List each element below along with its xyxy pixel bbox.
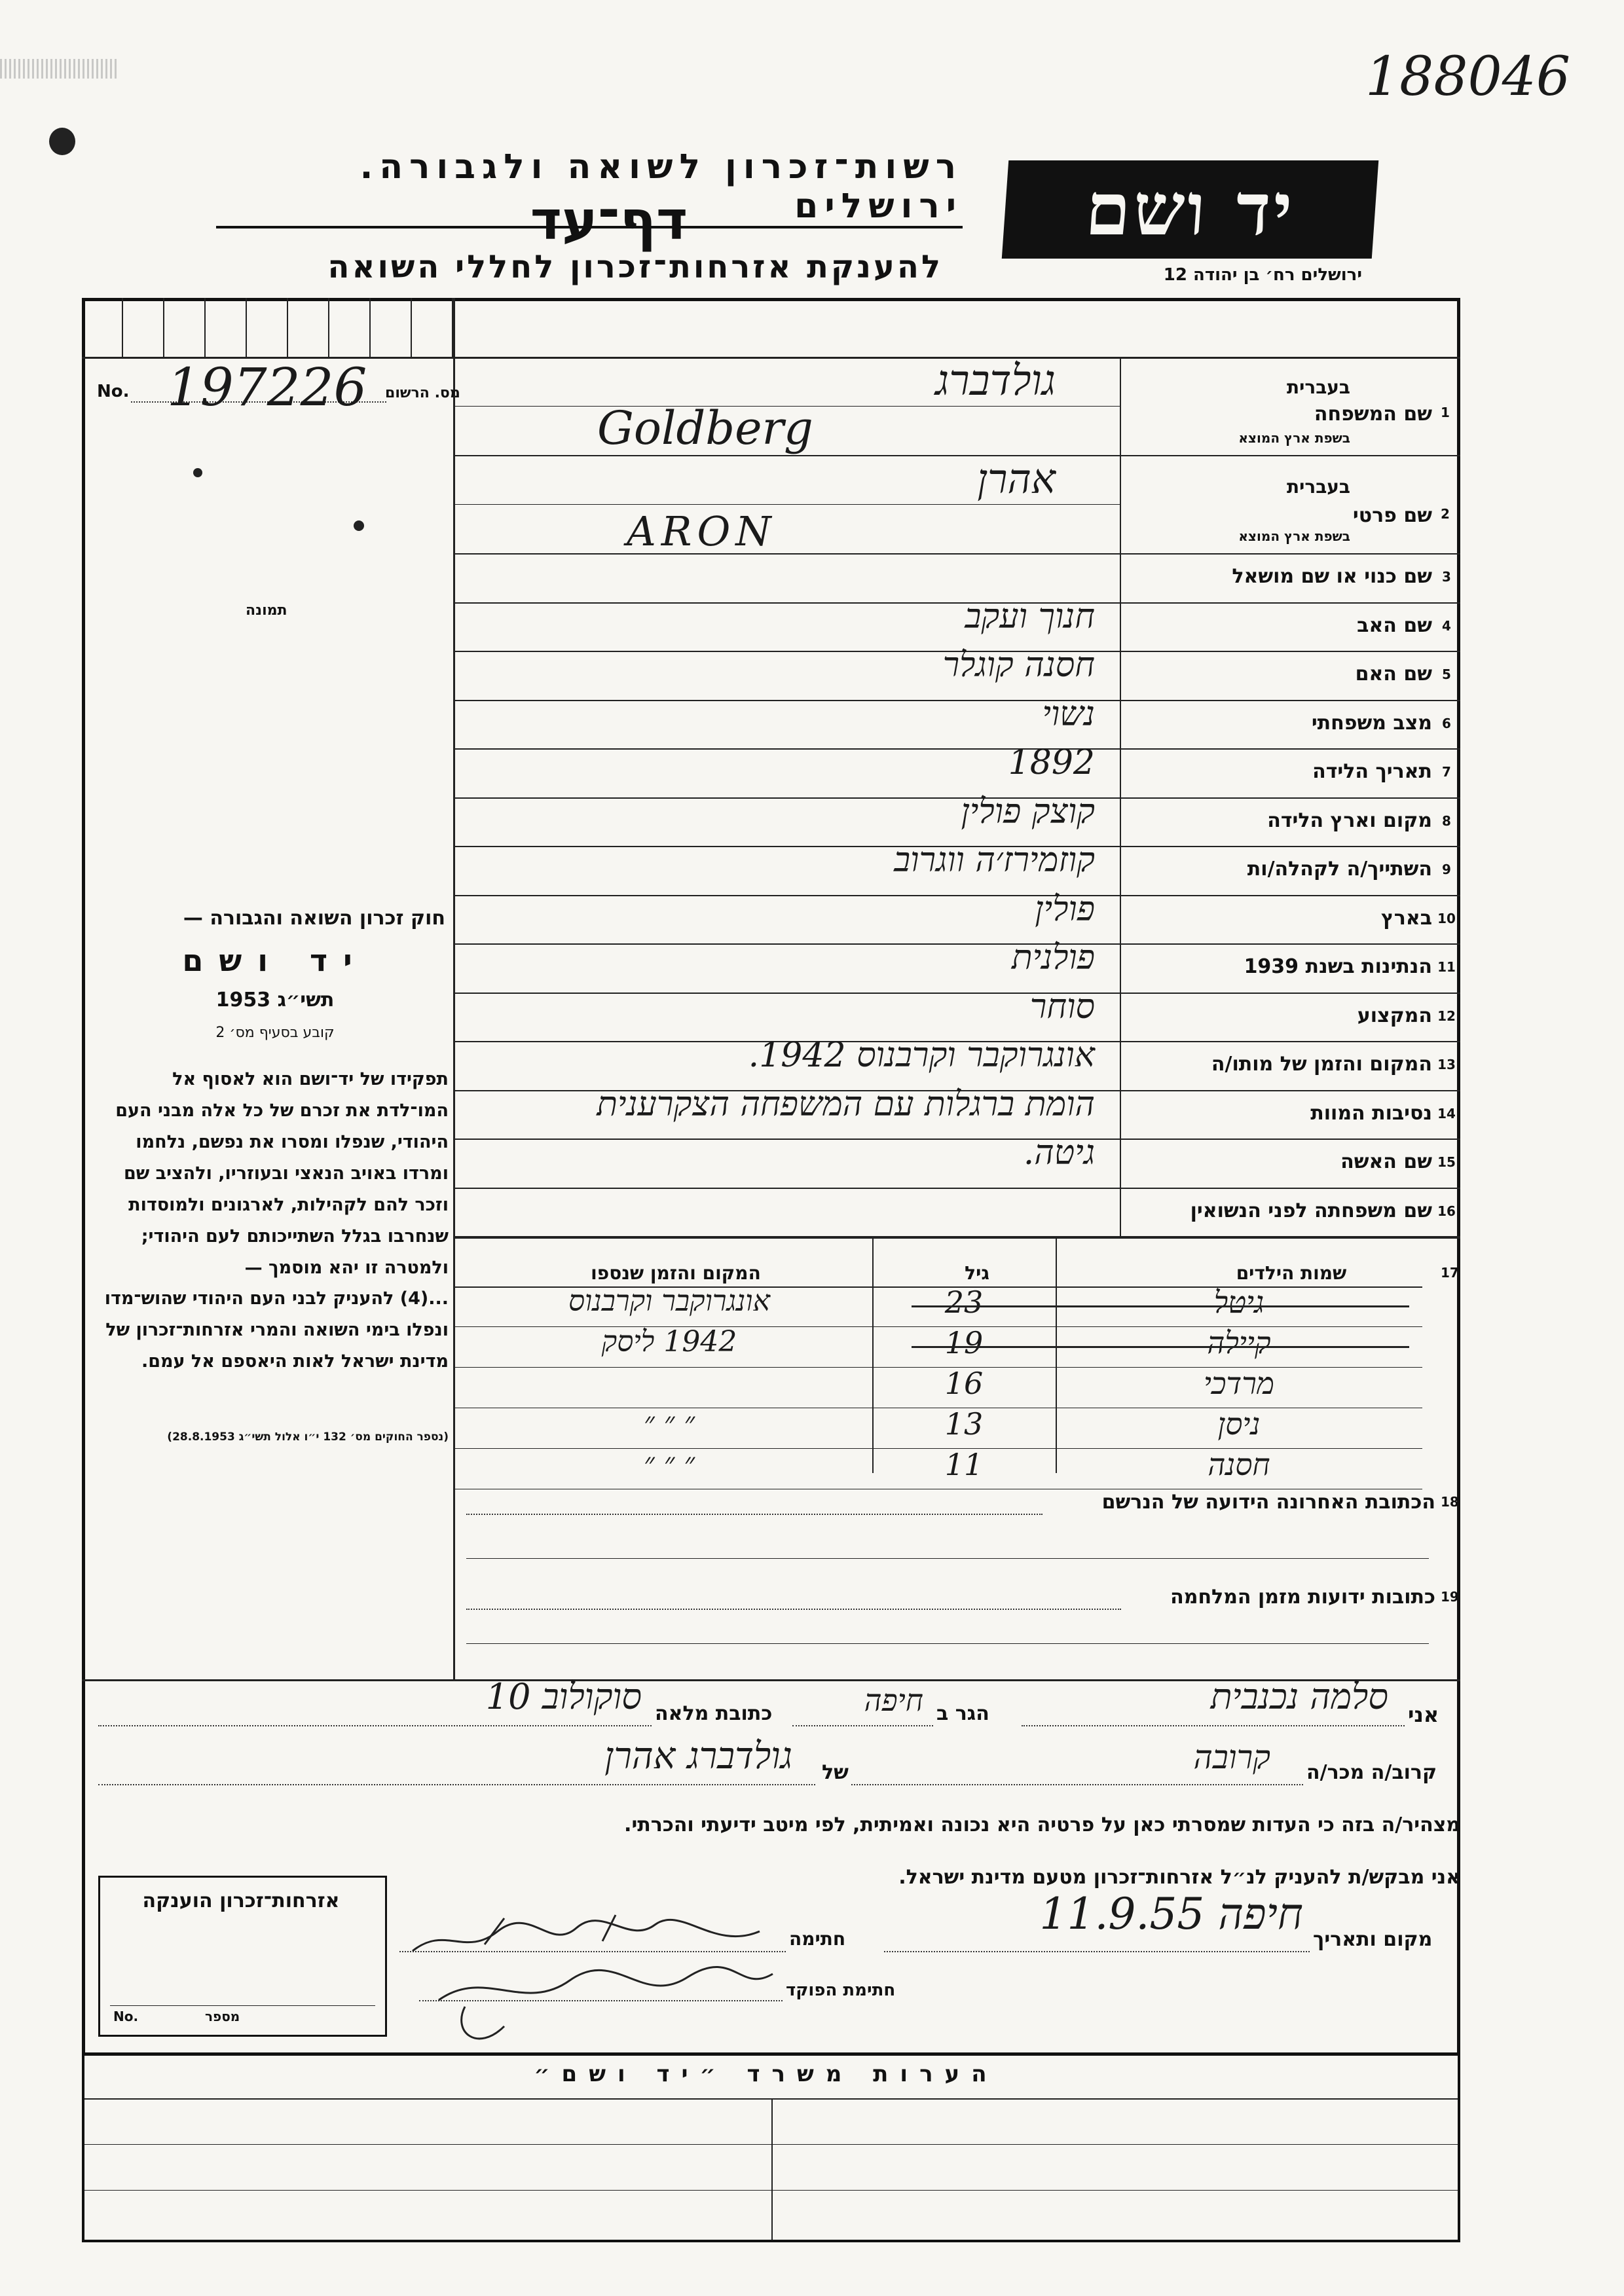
field-number-11: 11: [1437, 959, 1456, 975]
field-label-9: השתייך/ה לקהלה/ות: [1247, 858, 1432, 881]
fill-line: [466, 1514, 1043, 1515]
field-sub2-2: בשפת ארץ המוצא: [1238, 528, 1350, 544]
child-age: 13: [944, 1406, 984, 1442]
address-number-19: 19: [1441, 1589, 1459, 1605]
field-number-8: 8: [1442, 812, 1451, 829]
form-subtitle: להענקת אזרחות־זכרון לחללי השואה: [327, 249, 943, 285]
row-half-line: [453, 504, 1120, 505]
field-value-13: אונגרוקבר וקרבנוס 1942.: [748, 1036, 1095, 1075]
children-col-line: [1056, 1237, 1057, 1473]
scan-smudge: [0, 59, 118, 79]
field-number-13: 13: [1437, 1057, 1456, 1072]
strike-line: [912, 1346, 1409, 1348]
children-field-number: 17: [1441, 1265, 1459, 1281]
field-value-12: סוחר: [1029, 987, 1095, 1027]
child-name: מרדכי: [1203, 1366, 1275, 1401]
decl-request: אני מבקש/ת להעניק לנ״ל אזרחות־זכרון מטעם מדינת ישראל.: [898, 1866, 1460, 1889]
child-name: ניסן: [1217, 1406, 1261, 1442]
field-number-7: 7: [1442, 764, 1451, 780]
field-row-12: [453, 987, 1460, 1042]
field-row-13: [453, 1036, 1460, 1090]
office-notes-frame: [82, 2052, 1460, 2242]
law-year: תשי״ג 1953: [215, 989, 335, 1011]
law-name: יד ושם: [182, 943, 368, 978]
address-label-18: הכתובת האחרונה הידועה של הנרשם: [1101, 1491, 1435, 1514]
decl-official-signature-label: חתימת הפוקד: [786, 1980, 896, 2000]
institution-name: רשות־זכרון לשואה ולגבורה. ירושלים: [216, 147, 963, 228]
children-col-place: המקום והזמן שנספו: [591, 1262, 761, 1284]
field-row-9: [453, 841, 1460, 895]
field-value-6: נשוי: [1042, 694, 1095, 734]
row-line: [453, 1237, 1460, 1239]
field-row-4: [453, 596, 1460, 651]
field-label-3: שם כנוי או שם מושאל: [1232, 565, 1432, 588]
fill-line: [466, 1609, 1121, 1610]
certificate-no-he: מספר: [205, 2009, 240, 2024]
decl-statement: מצהיר/ה בזה כי העדות שמסרתי כאן על פרטיה היא נכונה ואמיתית, לפי מיטב ידיעתי והכרתי.: [624, 1813, 1460, 1836]
field-number-16: 16: [1437, 1203, 1456, 1219]
field-number-14: 14: [1437, 1105, 1456, 1121]
firstname-latin: ARON: [627, 507, 777, 555]
field-row-15: [453, 1133, 1460, 1188]
law-body: תפקידו של יד־ושם הוא לאסוף אל המו־לדת את זכרם של כל אלה מבני העם היהודי, שנפלו ומסרו את נפשם, נלחמו ומרדו באויב הנאצי ובעוזריו, ולהציב שם וזכר להם לקהילות, לארגונים ולמוסדות שנחרבו בגלל השתייכותם לעם היהודי; ולמטרה זו יהא מוסמך —: [115, 1069, 449, 1278]
field-number-4: 4: [1442, 617, 1451, 634]
field-label-12: המקצוע: [1357, 1004, 1432, 1027]
fill-line: [466, 1558, 1429, 1559]
children-col-age: גיל: [965, 1262, 989, 1284]
field-label-15: שם האשה: [1340, 1150, 1432, 1173]
child-age: 11: [944, 1447, 984, 1482]
child-place: אונגרוקבר וקרבנוס: [568, 1285, 770, 1318]
field-number-6: 6: [1442, 715, 1451, 731]
address-label-19: כתובות ידועות מזמן המלחמה: [1170, 1586, 1435, 1609]
field-number-1: 1: [1441, 405, 1450, 420]
field-row-3: [453, 553, 1460, 602]
decl-place-date-label: מקום ותאריך: [1313, 1928, 1433, 1951]
photo-label: תמונה: [246, 602, 287, 619]
field-number-3: 3: [1442, 569, 1451, 585]
fill-line: [792, 1725, 933, 1726]
field-number-15: 15: [1437, 1154, 1456, 1170]
field-label-11: הנתינות בשנת 1939: [1244, 955, 1432, 978]
field-label-2: שם פרטי: [1352, 504, 1432, 527]
decl-place-date-value: חיפה 11.9.55: [1039, 1889, 1303, 1939]
field-label-1: שם המשפחה: [1314, 403, 1432, 426]
office-notes-title: הערות משרד ״יד ושם״: [534, 2061, 999, 2087]
children-col-names: שמות הילדים: [1236, 1262, 1347, 1284]
field-number-9: 9: [1442, 862, 1451, 877]
decl-of-label: של: [822, 1761, 849, 1784]
field-value-9: קוזמירז׳ה ווגרוב: [894, 841, 1095, 880]
field-label-7: תאריך הלידה: [1312, 760, 1432, 783]
corner-number: 188046: [1365, 46, 1571, 108]
field-label-14: נסיבות המוות: [1310, 1101, 1432, 1125]
child-name: חסנה: [1208, 1447, 1270, 1482]
field-sub1-2: בעברית: [1286, 476, 1350, 498]
field-label-5: שם האם: [1355, 663, 1432, 685]
reg-no-hebrew: מס. הרשום: [385, 385, 460, 401]
certificate-box-title: אזרחות־זכרון הוענקה: [142, 1889, 340, 1912]
official-signature: [426, 1954, 792, 2059]
field-row-11: [453, 938, 1460, 993]
certificate-no-line: [110, 2005, 375, 2006]
children-col-line: [872, 1237, 874, 1473]
certificate-no: No.: [113, 2009, 139, 2024]
field-sub1-1: בעברית: [1286, 376, 1350, 398]
law-section: קובע בסעיף מס׳ 2: [215, 1025, 335, 1041]
field-value-7: 1892: [1008, 743, 1095, 782]
surname-latin: Goldberg: [597, 401, 813, 455]
field-row-8: [453, 792, 1460, 847]
address-number-18: 18: [1441, 1494, 1459, 1510]
field-row-6: [453, 694, 1460, 749]
field-number-2: 2: [1441, 506, 1450, 522]
field-number-12: 12: [1437, 1008, 1456, 1024]
field-number-10: 10: [1437, 910, 1456, 926]
reg-no-label: No.: [97, 382, 130, 401]
decl-signature-label: חתימה: [789, 1928, 846, 1950]
field-value-5: חסנה קוגלר: [942, 646, 1095, 685]
decl-city: חיפה: [864, 1683, 923, 1718]
surname-hebrew: גולדברג: [935, 357, 1056, 405]
child-age: 23: [944, 1285, 984, 1320]
address-fields: [453, 1473, 1460, 1679]
form-title: דף־עד: [530, 190, 688, 252]
decl-full-address: סוקולוב 10: [485, 1676, 642, 1717]
decl-ani: אני: [1408, 1702, 1439, 1727]
fill-line: [98, 1725, 652, 1726]
child-name: גיטל: [1213, 1285, 1264, 1320]
law-footnote: (נספר החוקים מס׳ 132 י״ו אלול תשי״ג 28.8.1953): [167, 1430, 449, 1444]
field-row-10: [453, 889, 1460, 944]
yad-vashem-logo: [1002, 160, 1378, 259]
child-age: 19: [944, 1325, 984, 1360]
child-place: ״ ״ ״: [643, 1406, 695, 1440]
field-value-8: קוצק פולין: [961, 792, 1095, 831]
decl-relation: קרובה: [1193, 1738, 1270, 1776]
field-label-6: מצב משפחתי: [1311, 711, 1432, 735]
law-clause: ...(4) להעניק לבני העם היהודי שהוש־מדו ונפלו בימי השואה והמרי אזרחות־זכרון של מדינת ישראל לאות היאספם אל עמם.: [104, 1288, 449, 1372]
ink-dot: [193, 468, 202, 477]
field-value-4: חנוך ועקב: [965, 596, 1095, 636]
reg-no-value: 197226: [167, 357, 367, 418]
child-place: 1942 ליסק: [601, 1325, 737, 1358]
field-sub2-1: בשפת ארץ המוצא: [1238, 430, 1350, 446]
logo-address: ירושלים רח׳ בן יהודה 12: [1163, 265, 1362, 285]
firstname-hebrew: אהרן: [977, 455, 1056, 503]
decl-name: סלמה נכנבית: [1210, 1676, 1388, 1717]
strike-line: [912, 1305, 1409, 1307]
field-value-11: פולנית: [1011, 938, 1095, 977]
law-title: חוק זכרון השואה והגבורה —: [183, 907, 445, 930]
fill-line: [98, 1784, 815, 1785]
field-label-10: בארץ: [1380, 906, 1432, 930]
field-row-7: [453, 743, 1460, 797]
field-label-4: שם האב: [1357, 613, 1432, 637]
child-name: קיילה: [1207, 1325, 1271, 1360]
fill-line: [1022, 1725, 1405, 1726]
logo-text: יד ושם: [1082, 167, 1298, 251]
decl-relative-label: קרוב/ה מכר/ה: [1306, 1761, 1437, 1784]
tick-cells: [82, 298, 453, 357]
field-label-8: מקום וארץ הלידה: [1267, 809, 1432, 832]
field-value-10: פולין: [1035, 889, 1095, 929]
field-label-16: שם משפחתה לפני הנשואין: [1190, 1199, 1432, 1222]
field-row-14: [453, 1084, 1460, 1139]
field-value-14: הומת ברגלות עם המשפחה הצקרענית: [597, 1084, 1095, 1124]
ink-blot: [49, 128, 75, 155]
field-label-13: המקום והזמן של מותו/ה: [1211, 1053, 1432, 1076]
fill-line: [851, 1784, 1303, 1785]
field-row-5: [453, 646, 1460, 700]
decl-resident: הגר ב: [936, 1702, 989, 1725]
child-age: 16: [944, 1366, 984, 1401]
children-table: [453, 1237, 1460, 1512]
certificate-box: [98, 1876, 387, 2037]
fill-line: [884, 1951, 1310, 1952]
child-place: ״ ״ ״: [643, 1447, 695, 1480]
fill-line: [466, 1643, 1429, 1644]
field-row-16: [453, 1188, 1460, 1237]
ink-dot: [354, 520, 364, 531]
field-value-15: גיטה.: [1023, 1133, 1095, 1173]
decl-full-address-label: כתובת מלאה: [655, 1702, 773, 1725]
field-number-5: 5: [1442, 666, 1451, 682]
decl-of-value: גולדברג אהרן: [604, 1735, 792, 1777]
